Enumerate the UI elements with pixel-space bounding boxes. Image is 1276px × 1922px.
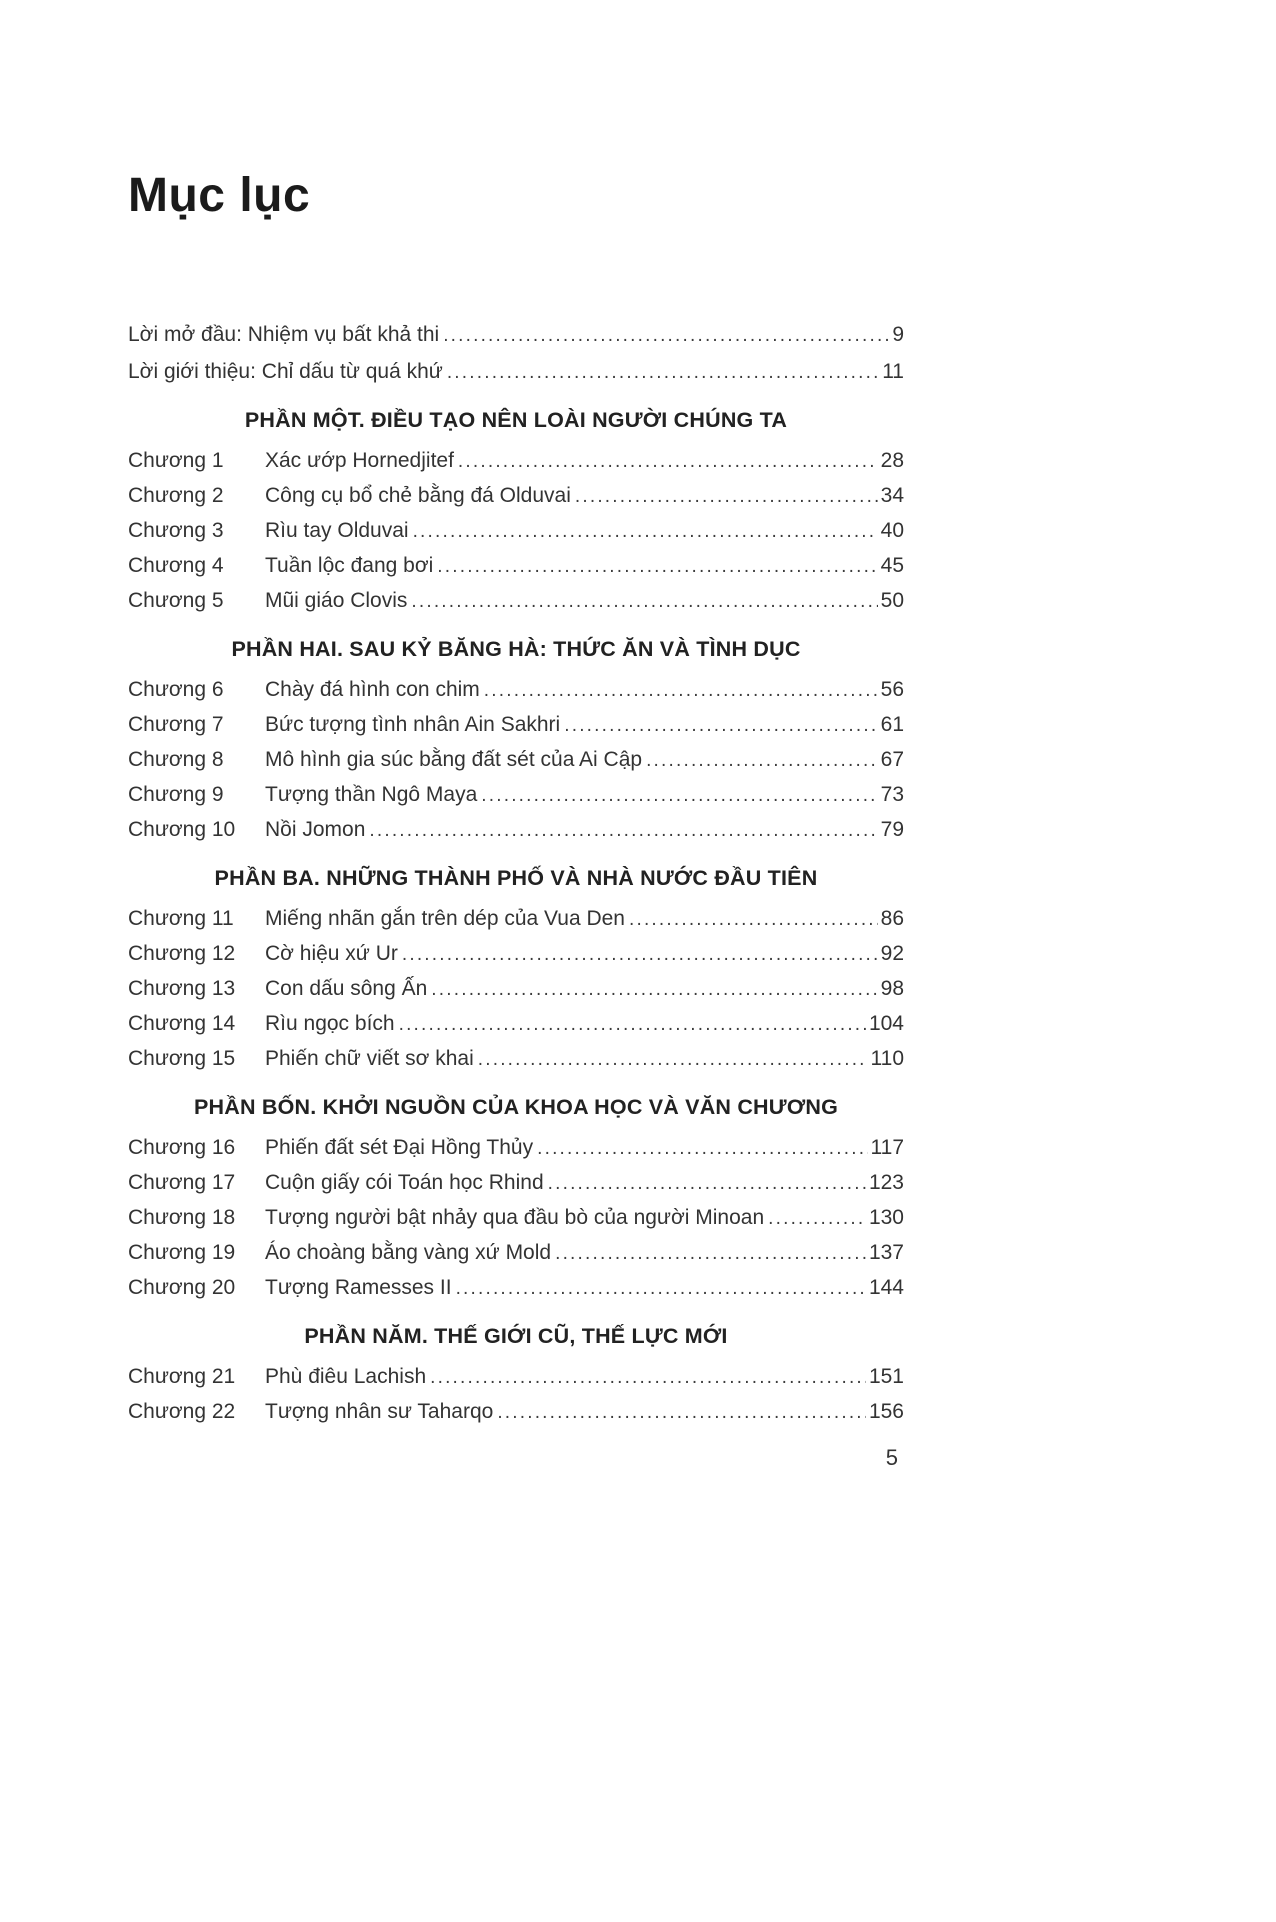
chapter-label: Chương 5	[128, 589, 224, 612]
dot-leader	[399, 1012, 866, 1036]
chapter-label: Chương 13	[128, 977, 236, 1000]
page-title: Mục lục	[128, 169, 311, 222]
dot-leader	[768, 1206, 866, 1230]
dot-leader	[575, 484, 878, 508]
entry-page-number: 151	[868, 1365, 904, 1388]
entry-title: Rìu ngọc bích	[265, 1012, 395, 1035]
toc-entry	[128, 554, 904, 578]
toc-entry	[128, 323, 904, 347]
dot-leader	[555, 1241, 866, 1265]
entry-title: Nồi Jomon	[265, 818, 366, 841]
dot-leader	[629, 907, 878, 931]
toc-section	[128, 866, 904, 1071]
entry-title: Tượng người bật nhảy qua đầu bò của người Minoan	[265, 1206, 765, 1229]
chapter-label: Chương 3	[128, 519, 224, 542]
entry-title: Lời giới thiệu: Chỉ dấu từ quá khứ	[128, 360, 443, 383]
dot-leader	[456, 1276, 866, 1300]
chapter-label: Chương 7	[128, 713, 224, 736]
entry-title: Tượng thần Ngô Maya	[265, 783, 478, 806]
dot-leader	[564, 713, 877, 737]
entry-page-number: 144	[868, 1276, 904, 1299]
toc-section	[128, 1324, 904, 1424]
toc-section	[128, 637, 904, 842]
dot-leader	[443, 323, 889, 347]
entry-page-number: 123	[868, 1171, 904, 1194]
dot-leader	[411, 589, 877, 613]
entry-page-number: 45	[880, 554, 904, 577]
chapter-label: Chương 9	[128, 783, 224, 806]
entry-title: Công cụ bổ chẻ bằng đá Olduvai	[265, 484, 571, 507]
chapter-label: Chương 17	[128, 1171, 236, 1194]
page-number: 5	[885, 1445, 898, 1470]
entry-page-number: 61	[880, 713, 904, 736]
dot-leader	[481, 783, 877, 807]
entry-title: Mũi giáo Clovis	[265, 589, 408, 612]
entry-title: Tượng nhân sư Taharqo	[265, 1400, 494, 1423]
entry-title: Miếng nhãn gắn trên dép của Vua Den	[265, 907, 625, 930]
entry-page-number: 67	[880, 748, 904, 771]
entry-title: Phiến đất sét Đại Hồng Thủy	[265, 1136, 534, 1159]
entry-title: Cờ hiệu xứ Ur	[265, 942, 398, 965]
toc-entry	[128, 1365, 904, 1389]
entry-page-number: 110	[870, 1047, 904, 1070]
entry-title: Phù điêu Lachish	[265, 1365, 427, 1388]
chapter-label: Chương 16	[128, 1136, 236, 1159]
toc-entry	[128, 713, 904, 737]
toc-entry	[128, 907, 904, 931]
chapter-label: Chương 21	[128, 1365, 236, 1388]
toc-entry	[128, 748, 904, 772]
toc-entry	[128, 1400, 904, 1424]
toc-entry	[128, 818, 904, 842]
toc-sections	[128, 408, 904, 1424]
chapter-label: Chương 14	[128, 1012, 236, 1035]
entry-page-number: 86	[880, 907, 904, 930]
toc-entry	[128, 942, 904, 966]
entry-title: Chày đá hình con chim	[265, 678, 480, 701]
entry-page-number: 73	[880, 783, 904, 806]
dot-leader	[458, 449, 878, 473]
toc-content	[128, 168, 904, 1435]
entry-page-number: 117	[870, 1136, 904, 1159]
entry-title: Con dấu sông Ấn	[265, 977, 428, 1000]
dot-leader	[413, 519, 878, 543]
dot-leader	[402, 942, 878, 966]
chapter-label: Chương 11	[128, 907, 234, 930]
dot-leader	[537, 1136, 867, 1160]
entry-page-number: 156	[868, 1400, 904, 1423]
chapter-label: Chương 22	[128, 1400, 236, 1423]
chapter-label: Chương 20	[128, 1276, 236, 1299]
dot-leader	[431, 977, 877, 1001]
toc-entry	[128, 783, 904, 807]
dot-leader	[447, 360, 879, 384]
section-heading: PHẦN NĂM. THẾ GIỚI CŨ, THẾ LỰC MỚI	[304, 1324, 728, 1348]
toc-entry	[128, 484, 904, 508]
dot-leader	[430, 1365, 866, 1389]
chapter-label: Chương 19	[128, 1241, 236, 1264]
entry-title: Xác ướp Hornedjitef	[265, 449, 454, 472]
toc-entry	[128, 1171, 904, 1195]
entry-title: Bức tượng tình nhân Ain Sakhri	[265, 713, 561, 736]
section-heading: PHẦN BA. NHỮNG THÀNH PHỐ VÀ NHÀ NƯỚC ĐẦU TIÊN	[214, 866, 818, 890]
entry-title: Tuần lộc đang bơi	[265, 554, 434, 577]
entry-page-number: 92	[880, 942, 904, 965]
chapter-label: Chương 10	[128, 818, 236, 841]
entry-page-number: 28	[880, 449, 904, 472]
dot-leader	[437, 554, 877, 578]
chapter-label: Chương 15	[128, 1047, 236, 1070]
entry-title: Áo choàng bằng vàng xứ Mold	[265, 1241, 552, 1264]
dot-leader	[497, 1400, 866, 1424]
toc-entry	[128, 1206, 904, 1230]
entry-title: Tượng Ramesses II	[265, 1276, 452, 1299]
entry-title: Phiến chữ viết sơ khai	[265, 1047, 474, 1070]
toc-section	[128, 408, 904, 613]
dot-leader	[484, 678, 878, 702]
entry-title: Lời mở đầu: Nhiệm vụ bất khả thi	[128, 323, 440, 346]
chapter-label: Chương 12	[128, 942, 236, 965]
entry-page-number: 79	[880, 818, 904, 841]
chapter-label: Chương 2	[128, 484, 224, 507]
chapter-label: Chương 8	[128, 748, 224, 771]
entry-page-number: 98	[880, 977, 904, 1000]
front-matter-list	[128, 323, 904, 384]
toc-entry	[128, 1047, 904, 1071]
entry-page-number: 137	[868, 1241, 904, 1264]
entry-title: Rìu tay Olduvai	[265, 519, 409, 542]
chapter-label: Chương 1	[128, 449, 224, 472]
entry-title: Cuộn giấy cói Toán học Rhind	[265, 1171, 544, 1194]
toc-entry	[128, 1136, 904, 1160]
dot-leader	[369, 818, 877, 842]
section-heading: PHẦN MỘT. ĐIỀU TẠO NÊN LOÀI NGƯỜI CHÚNG TA	[244, 408, 788, 432]
toc-section	[128, 1095, 904, 1300]
toc-entry	[128, 449, 904, 473]
section-heading: PHẦN BỐN. KHỞI NGUỒN CỦA KHOA HỌC VÀ VĂN CHƯƠNG	[193, 1095, 839, 1119]
dot-leader	[548, 1171, 866, 1195]
entry-page-number: 40	[880, 519, 904, 542]
entry-title: Mô hình gia súc bằng đất sét của Ai Cập	[265, 748, 643, 771]
toc-entry	[128, 519, 904, 543]
entry-page-number: 11	[882, 360, 904, 383]
chapter-label: Chương 18	[128, 1206, 236, 1229]
chapter-label: Chương 4	[128, 554, 224, 577]
entry-page-number: 50	[880, 589, 904, 612]
entry-page-number: 130	[868, 1206, 904, 1229]
toc-entry	[128, 589, 904, 613]
section-heading: PHẦN HAI. SAU KỶ BĂNG HÀ: THỨC ĂN VÀ TÌNH DỤC	[231, 637, 801, 661]
toc-entry	[128, 977, 904, 1001]
toc-entry	[128, 1012, 904, 1036]
toc-entry	[128, 678, 904, 702]
entry-page-number: 9	[892, 323, 904, 346]
toc-entry	[128, 360, 904, 384]
entry-page-number: 34	[880, 484, 904, 507]
toc-entry	[128, 1241, 904, 1265]
entry-page-number: 104	[868, 1012, 904, 1035]
toc-entry	[128, 1276, 904, 1300]
dot-leader	[646, 748, 878, 772]
chapter-label: Chương 6	[128, 678, 224, 701]
entry-page-number: 56	[880, 678, 904, 701]
dot-leader	[478, 1047, 868, 1071]
